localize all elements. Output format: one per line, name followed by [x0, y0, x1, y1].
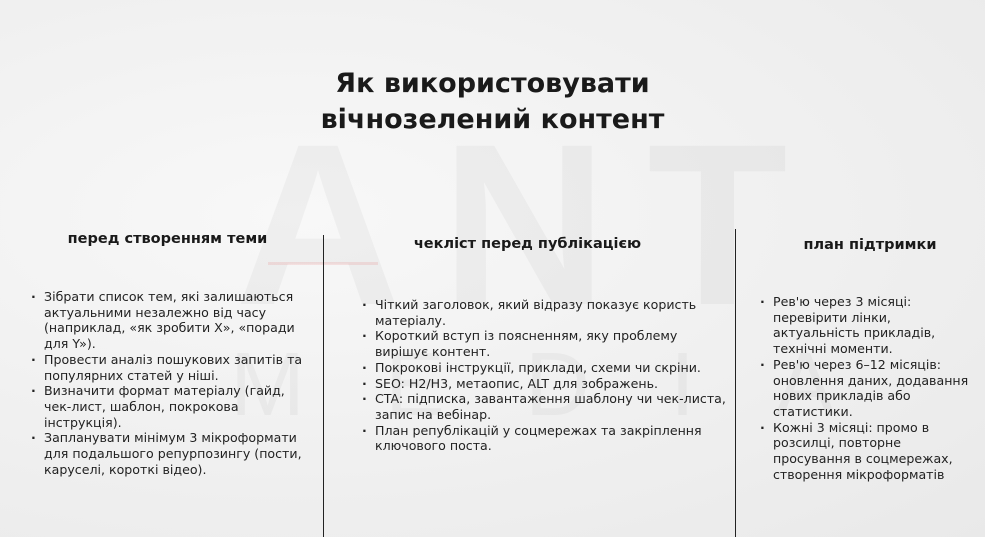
list-item: · Провести аналіз пошукових запитів та популярних статей у ніші. — [44, 352, 306, 383]
list-item: · План републікацій у соцмережах та закріплення ключового поста. — [375, 423, 727, 454]
list-item: · Запланувати мінімум 3 мікроформати для подальшого репурпозингу (пости, каруселі, короткі відео). — [44, 430, 306, 477]
list-item: · Рев'ю через 3 місяці: перевірити лінки, актуальність прикладів, технічні моменти. — [773, 294, 978, 357]
prepublish-checklist-list — [375, 297, 727, 454]
title-line-2: вічнозелений контент — [320, 104, 665, 135]
title-line-1: Як використовувати — [335, 68, 650, 99]
list-item: · CTA: підписка, завантаження шаблону чи чек-листа, запис на вебінар. — [375, 391, 727, 422]
list-item: · Чіткий заголовок, який відразу показує користь матеріалу. — [375, 297, 727, 328]
list-item: · Визначити формат матеріалу (гайд, чек-лист, шаблон, покрокова інструкція). — [44, 383, 306, 430]
list-item: · Покрокові інструкції, приклади, схеми чи скріни. — [375, 360, 727, 376]
before-creation-list — [44, 289, 306, 477]
column-divider — [323, 235, 324, 537]
list-item: · Кожні 3 місяці: промо в розсилці, повторне просування в соцмережах, створення мікроформатів — [773, 420, 978, 483]
list-item: · SEO: H2/H3, метаопис, ALT для зображень. — [375, 376, 727, 392]
list-item: · Зібрати список тем, які залишаються актуальними незалежно від часу (наприклад, «як зробити X», «поради для Y»). — [44, 289, 306, 352]
column-heading-prepublish-checklist: чекліст перед публікацією — [413, 236, 642, 252]
page-title — [0, 66, 985, 138]
maintenance-plan-list — [773, 294, 978, 482]
list-item: · Короткий вступ із поясненням, яку проблему вирішує контент. — [375, 328, 727, 359]
column-heading-maintenance-plan: план підтримки — [803, 237, 937, 253]
column-divider — [735, 229, 736, 537]
column-heading-before-creation: перед створенням теми — [67, 231, 268, 247]
list-item: · Рев'ю через 6–12 місяців: оновлення даних, додавання нових прикладів або статистики. — [773, 357, 978, 420]
